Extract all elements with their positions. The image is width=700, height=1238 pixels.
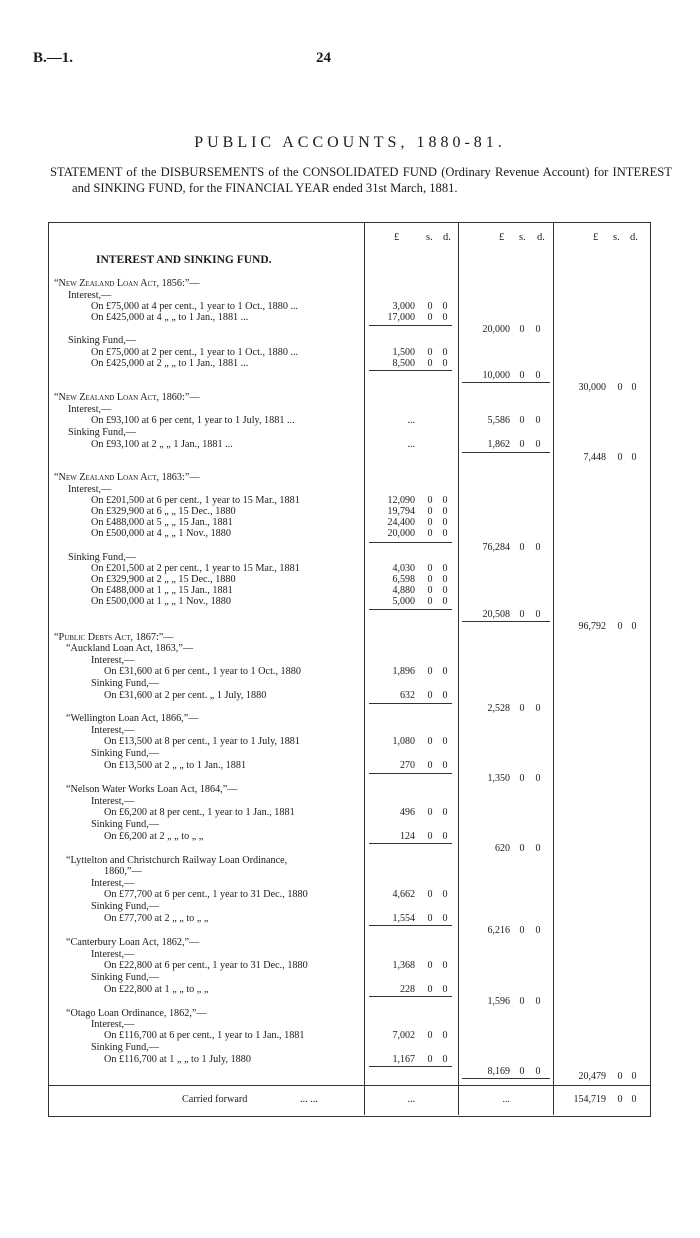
amount-value: 24,400 bbox=[387, 517, 415, 528]
zero-figure: 0 bbox=[427, 807, 433, 818]
sub-act-title: 1860,”— bbox=[104, 866, 142, 877]
amount-value: ... bbox=[407, 1094, 415, 1105]
loan-line: On £75,000 at 2 per cent., 1 year to 1 Oct., 1880 ... bbox=[91, 347, 299, 358]
interest-label: Interest,— bbox=[91, 1019, 135, 1030]
amount-value: 4,662 bbox=[392, 889, 415, 900]
zero-figure: 0 bbox=[617, 1094, 623, 1105]
section-heading: INTEREST AND SINKING FUND. bbox=[96, 254, 272, 266]
footer-rule bbox=[48, 1085, 650, 1086]
zero-figure: 0 bbox=[631, 621, 637, 632]
zero-figure: 0 bbox=[442, 517, 448, 528]
zero-figure: 0 bbox=[631, 452, 637, 463]
subtotal-rule bbox=[462, 452, 550, 453]
loan-line: On £22,800 at 1 „ „ to „ „ bbox=[104, 984, 209, 995]
sinking-label: Sinking Fund,— bbox=[68, 335, 136, 346]
zero-figure: 0 bbox=[427, 666, 433, 677]
zero-figure: 0 bbox=[442, 913, 448, 924]
sub-act-title: “Otago Loan Ordinance, 1862,”— bbox=[66, 1008, 207, 1019]
subtotal-rule bbox=[369, 609, 452, 610]
loan-line: On £31,600 at 6 per cent., 1 year to 1 Oct., 1880 bbox=[104, 666, 301, 677]
zero-figure: 0 bbox=[535, 703, 541, 714]
amount-value: 30,000 bbox=[578, 382, 606, 393]
loan-line: On £201,500 at 2 per cent., 1 year to 15 Mar., 1881 bbox=[91, 563, 300, 574]
zero-figure: 0 bbox=[631, 382, 637, 393]
sub-act-title: “Auckland Loan Act, 1863,”— bbox=[66, 643, 194, 654]
zero-figure: 0 bbox=[519, 843, 525, 854]
zero-figure: 0 bbox=[617, 452, 623, 463]
act-title: “New Zealand Loan Act, 1860:”— bbox=[54, 392, 200, 403]
amount-value: 12,090 bbox=[387, 495, 415, 506]
interest-label: Interest,— bbox=[91, 725, 135, 736]
loan-line: On £93,100 at 6 per cent, 1 year to 1 July, 1881 ... bbox=[91, 415, 295, 426]
loan-line: On £77,700 at 2 „ „ to „ „ bbox=[104, 913, 209, 924]
page-title: PUBLIC ACCOUNTS, 1880-81. bbox=[194, 134, 506, 151]
subtotal-rule bbox=[462, 382, 550, 383]
zero-figure: 0 bbox=[442, 312, 448, 323]
sub-act-title: “Nelson Water Works Loan Act, 1864,”— bbox=[66, 784, 238, 795]
amount-value: ... bbox=[407, 415, 415, 426]
amount-value: 4,880 bbox=[392, 585, 415, 596]
zero-figure: 0 bbox=[427, 831, 433, 842]
pence-header: d. bbox=[443, 232, 451, 243]
zero-figure: 0 bbox=[427, 760, 433, 771]
zero-figure: 0 bbox=[427, 596, 433, 607]
shilling-header: s. bbox=[519, 232, 526, 243]
loan-line: On £329,900 at 2 „ „ 15 Dec., 1880 bbox=[91, 574, 236, 585]
amount-value: 8,500 bbox=[392, 358, 415, 369]
zero-figure: 0 bbox=[519, 773, 525, 784]
zero-figure: 0 bbox=[519, 925, 525, 936]
interest-label: Interest,— bbox=[68, 484, 112, 495]
loan-line: On £6,200 at 8 per cent., 1 year to 1 Jan., 1881 bbox=[104, 807, 295, 818]
amount-value: 17,000 bbox=[387, 312, 415, 323]
sinking-label: Sinking Fund,— bbox=[68, 552, 136, 563]
loan-line: On £201,500 at 6 per cent., 1 year to 15 Mar., 1881 bbox=[91, 495, 300, 506]
amount-value: 10,000 bbox=[482, 370, 510, 381]
zero-figure: 0 bbox=[535, 1066, 541, 1077]
interest-label: Interest,— bbox=[91, 796, 135, 807]
amount-value: 496 bbox=[400, 807, 415, 818]
amount-value: 1,368 bbox=[392, 960, 415, 971]
zero-figure: 0 bbox=[519, 996, 525, 1007]
zero-figure: 0 bbox=[442, 736, 448, 747]
carried-forward-label: Carried forward bbox=[182, 1094, 248, 1105]
interest-label: Interest,— bbox=[91, 655, 135, 666]
zero-figure: 0 bbox=[535, 843, 541, 854]
amount-value: 1,554 bbox=[392, 913, 415, 924]
pound-header: £ bbox=[394, 232, 400, 243]
subtotal-rule bbox=[369, 996, 452, 997]
zero-figure: 0 bbox=[442, 596, 448, 607]
amount-value: 3,000 bbox=[392, 301, 415, 312]
loan-line: On £13,500 at 2 „ „ to 1 Jan., 1881 bbox=[104, 760, 247, 771]
zero-figure: 0 bbox=[519, 415, 525, 426]
sub-act-title: “Canterbury Loan Act, 1862,”— bbox=[66, 937, 200, 948]
zero-figure: 0 bbox=[427, 312, 433, 323]
amount-value: 154,719 bbox=[573, 1094, 606, 1105]
subtotal-rule bbox=[369, 703, 452, 704]
sinking-label: Sinking Fund,— bbox=[68, 427, 136, 438]
zero-figure: 0 bbox=[442, 666, 448, 677]
zero-figure: 0 bbox=[442, 347, 448, 358]
zero-figure: 0 bbox=[427, 347, 433, 358]
amount-value: 1,167 bbox=[392, 1054, 415, 1065]
amount-value: 96,792 bbox=[578, 621, 606, 632]
zero-figure: 0 bbox=[427, 913, 433, 924]
zero-figure: 0 bbox=[427, 495, 433, 506]
zero-figure: 0 bbox=[519, 609, 525, 620]
zero-figure: 0 bbox=[519, 1066, 525, 1077]
zero-figure: 0 bbox=[535, 996, 541, 1007]
loan-line: On £116,700 at 6 per cent., 1 year to 1 Jan., 1881 bbox=[104, 1030, 305, 1041]
zero-figure: 0 bbox=[442, 1054, 448, 1065]
zero-figure: 0 bbox=[442, 528, 448, 539]
amount-value: 76,284 bbox=[482, 542, 510, 553]
zero-figure: 0 bbox=[427, 528, 433, 539]
column-rule bbox=[364, 222, 365, 1115]
loan-line: On £75,000 at 4 per cent., 1 year to 1 Oct., 1880 ... bbox=[91, 301, 299, 312]
amount-value: 6,216 bbox=[487, 925, 510, 936]
zero-figure: 0 bbox=[427, 984, 433, 995]
subtotal-rule bbox=[462, 621, 550, 622]
zero-figure: 0 bbox=[535, 609, 541, 620]
loan-line: On £6,200 at 2 „ „ to „ „ bbox=[104, 831, 204, 842]
zero-figure: 0 bbox=[442, 807, 448, 818]
zero-figure: 0 bbox=[442, 1030, 448, 1041]
amount-value: ... bbox=[407, 439, 415, 450]
page-number: 24 bbox=[316, 50, 331, 66]
zero-figure: 0 bbox=[427, 506, 433, 517]
zero-figure: 0 bbox=[617, 621, 623, 632]
zero-figure: 0 bbox=[427, 1030, 433, 1041]
zero-figure: 0 bbox=[535, 542, 541, 553]
sinking-label: Sinking Fund,— bbox=[91, 748, 159, 759]
shilling-header: s. bbox=[426, 232, 433, 243]
amount-value: 7,448 bbox=[583, 452, 606, 463]
loan-line: On £31,600 at 2 per cent. „ 1 July, 1880 bbox=[104, 690, 267, 701]
amount-value: 124 bbox=[400, 831, 415, 842]
amount-value: 20,479 bbox=[578, 1071, 606, 1082]
subtotal-rule bbox=[369, 370, 452, 371]
amount-value: 632 bbox=[400, 690, 415, 701]
amount-value: 20,000 bbox=[387, 528, 415, 539]
shilling-header: s. bbox=[613, 232, 620, 243]
zero-figure: 0 bbox=[519, 703, 525, 714]
subtotal-rule bbox=[369, 1066, 452, 1067]
sinking-label: Sinking Fund,— bbox=[91, 972, 159, 983]
sub-act-title: “Wellington Loan Act, 1866,”— bbox=[66, 713, 199, 724]
zero-figure: 0 bbox=[519, 370, 525, 381]
zero-figure: 0 bbox=[617, 382, 623, 393]
interest-label: Interest,— bbox=[68, 404, 112, 415]
act-title: “New Zealand Loan Act, 1856:”— bbox=[54, 278, 200, 289]
sub-act-title: “Lyttelton and Christchurch Railway Loan Ordinance, bbox=[66, 855, 288, 866]
loan-line: On £22,800 at 6 per cent., 1 year to 31 Dec., 1880 bbox=[104, 960, 308, 971]
pound-header: £ bbox=[593, 232, 599, 243]
amount-value: 8,169 bbox=[487, 1066, 510, 1077]
zero-figure: 0 bbox=[442, 574, 448, 585]
loan-line: On £425,000 at 2 „ „ to 1 Jan., 1881 ... bbox=[91, 358, 249, 369]
sinking-label: Sinking Fund,— bbox=[91, 678, 159, 689]
zero-figure: 0 bbox=[519, 324, 525, 335]
zero-figure: 0 bbox=[519, 439, 525, 450]
zero-figure: 0 bbox=[535, 370, 541, 381]
amount-value: 1,596 bbox=[487, 996, 510, 1007]
sinking-label: Sinking Fund,— bbox=[91, 1042, 159, 1053]
amount-value: 7,002 bbox=[392, 1030, 415, 1041]
subtotal-rule bbox=[369, 542, 452, 543]
loan-line: On £500,000 at 4 „ „ 1 Nov., 1880 bbox=[91, 528, 231, 539]
interest-label: Interest,— bbox=[68, 290, 112, 301]
zero-figure: 0 bbox=[427, 358, 433, 369]
interest-label: Interest,— bbox=[91, 949, 135, 960]
amount-value: ... bbox=[502, 1094, 510, 1105]
zero-figure: 0 bbox=[442, 831, 448, 842]
zero-figure: 0 bbox=[427, 1054, 433, 1065]
subtotal-rule bbox=[369, 843, 452, 844]
amount-value: 19,794 bbox=[387, 506, 415, 517]
zero-figure: 0 bbox=[427, 889, 433, 900]
amount-value: 1,080 bbox=[392, 736, 415, 747]
loan-line: On £425,000 at 4 „ „ to 1 Jan., 1881 ... bbox=[91, 312, 249, 323]
column-rule bbox=[553, 222, 554, 1115]
act-title: “Public Debts Act, 1867:”— bbox=[54, 632, 174, 643]
amount-value: 270 bbox=[400, 760, 415, 771]
pound-header: £ bbox=[499, 232, 505, 243]
pence-header: d. bbox=[630, 232, 638, 243]
zero-figure: 0 bbox=[631, 1094, 637, 1105]
zero-figure: 0 bbox=[427, 517, 433, 528]
zero-figure: 0 bbox=[442, 563, 448, 574]
zero-figure: 0 bbox=[427, 574, 433, 585]
subtotal-rule bbox=[369, 925, 452, 926]
zero-figure: 0 bbox=[442, 690, 448, 701]
zero-figure: 0 bbox=[427, 736, 433, 747]
amount-value: 6,598 bbox=[392, 574, 415, 585]
statement-heading: STATEMENT of the DISBURSEMENTS of the CONSOLIDATED FUND (Ordinary Revenue Account) for INTEREST and SINKING FUND, for the FINANCIAL YEAR ended 31st March, 1881. bbox=[50, 165, 672, 195]
zero-figure: 0 bbox=[442, 585, 448, 596]
zero-figure: 0 bbox=[535, 324, 541, 335]
amount-value: 1,350 bbox=[487, 773, 510, 784]
subtotal-rule bbox=[369, 773, 452, 774]
loan-line: On £93,100 at 2 „ „ 1 Jan., 1881 ... bbox=[91, 439, 233, 450]
amount-value: 228 bbox=[400, 984, 415, 995]
loan-line: On £488,000 at 1 „ „ 15 Jan., 1881 bbox=[91, 585, 233, 596]
zero-figure: 0 bbox=[519, 542, 525, 553]
amount-value: 620 bbox=[495, 843, 510, 854]
subtotal-rule bbox=[462, 1078, 550, 1079]
zero-figure: 0 bbox=[535, 925, 541, 936]
zero-figure: 0 bbox=[442, 358, 448, 369]
zero-figure: 0 bbox=[442, 760, 448, 771]
loan-line: On £77,700 at 6 per cent., 1 year to 31 Dec., 1880 bbox=[104, 889, 308, 900]
amount-value: 1,896 bbox=[392, 666, 415, 677]
zero-figure: 0 bbox=[631, 1071, 637, 1082]
amount-value: 4,030 bbox=[392, 563, 415, 574]
column-rule bbox=[458, 222, 459, 1115]
sinking-label: Sinking Fund,— bbox=[91, 901, 159, 912]
zero-figure: 0 bbox=[442, 301, 448, 312]
carried-forward-dots: ... ... bbox=[300, 1094, 318, 1105]
interest-label: Interest,— bbox=[91, 878, 135, 889]
zero-figure: 0 bbox=[427, 690, 433, 701]
zero-figure: 0 bbox=[535, 439, 541, 450]
amount-value: 5,586 bbox=[487, 415, 510, 426]
subtotal-rule bbox=[369, 325, 452, 326]
amount-value: 20,000 bbox=[482, 324, 510, 335]
zero-figure: 0 bbox=[442, 506, 448, 517]
zero-figure: 0 bbox=[442, 889, 448, 900]
sinking-label: Sinking Fund,— bbox=[91, 819, 159, 830]
amount-value: 2,528 bbox=[487, 703, 510, 714]
zero-figure: 0 bbox=[427, 563, 433, 574]
loan-line: On £500,000 at 1 „ „ 1 Nov., 1880 bbox=[91, 596, 231, 607]
loan-line: On £329,900 at 6 „ „ 15 Dec., 1880 bbox=[91, 506, 236, 517]
loan-line: On £488,000 at 5 „ „ 15 Jan., 1881 bbox=[91, 517, 233, 528]
zero-figure: 0 bbox=[442, 984, 448, 995]
zero-figure: 0 bbox=[535, 415, 541, 426]
amount-value: 5,000 bbox=[392, 596, 415, 607]
loan-line: On £13,500 at 8 per cent., 1 year to 1 July, 1881 bbox=[104, 736, 300, 747]
zero-figure: 0 bbox=[427, 960, 433, 971]
loan-line: On £116,700 at 1 „ „ to 1 July, 1880 bbox=[104, 1054, 251, 1065]
amount-value: 1,862 bbox=[487, 439, 510, 450]
report-reference: B.—1. bbox=[33, 50, 74, 66]
zero-figure: 0 bbox=[427, 301, 433, 312]
zero-figure: 0 bbox=[442, 495, 448, 506]
zero-figure: 0 bbox=[442, 960, 448, 971]
zero-figure: 0 bbox=[617, 1071, 623, 1082]
zero-figure: 0 bbox=[535, 773, 541, 784]
zero-figure: 0 bbox=[427, 585, 433, 596]
amount-value: 20,508 bbox=[482, 609, 510, 620]
pence-header: d. bbox=[537, 232, 545, 243]
act-title: “New Zealand Loan Act, 1863:”— bbox=[54, 472, 200, 483]
amount-value: 1,500 bbox=[392, 347, 415, 358]
